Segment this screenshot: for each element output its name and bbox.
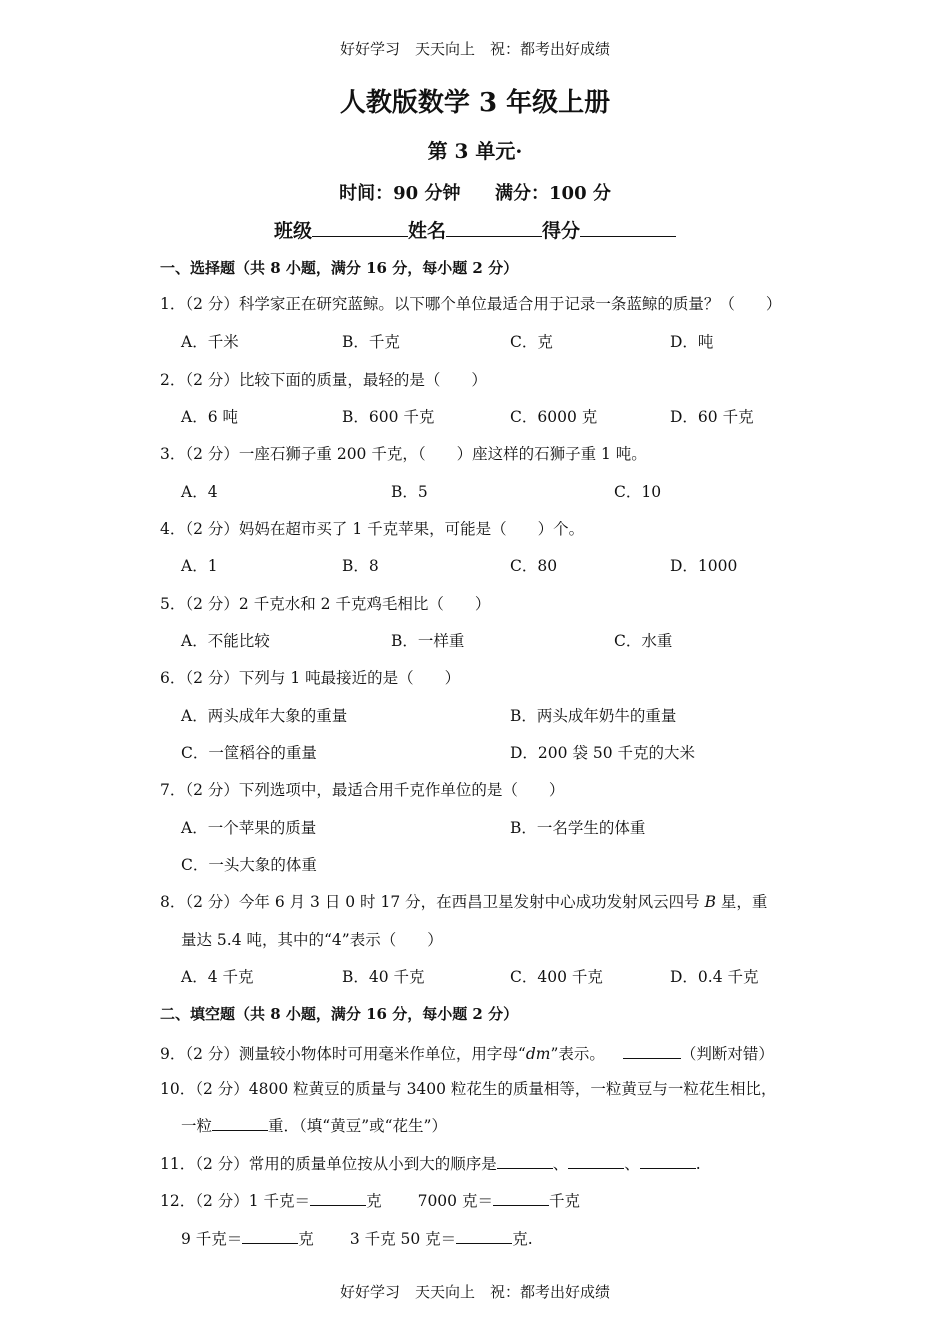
q2-option-d[interactable]: D．60 千克: [670, 408, 754, 426]
q12-l1-c: 7000 克＝: [417, 1192, 493, 1210]
section-heading-choice: 一、选择题（共 8 小题，满分 16 分，每小题 2 分）: [160, 259, 519, 277]
q1-option-b[interactable]: B．千克: [342, 333, 400, 351]
score-field[interactable]: [580, 218, 676, 237]
q12-l1-a: 12．（2 分）1 千克＝: [160, 1192, 311, 1210]
q12-l1-b: 克: [366, 1192, 382, 1210]
page-title: 人教版数学 3 年级上册: [339, 88, 611, 118]
q8-option-a[interactable]: A．4 千克: [181, 968, 254, 986]
q11-text: 11．（2 分）常用的质量单位按从小到大的顺序是: [160, 1155, 497, 1173]
q4-option-d[interactable]: D．1000: [670, 557, 738, 575]
q11-end: .: [695, 1155, 701, 1173]
q11-blank-3[interactable]: [640, 1152, 696, 1169]
q6-option-c[interactable]: C．一筐稻谷的重量: [181, 744, 317, 762]
question-9: [160, 1040, 774, 1064]
section-heading-fill: 二、填空题（共 8 小题，满分 16 分，每小题 2 分）: [160, 1005, 519, 1023]
q2-option-b[interactable]: B．600 千克: [342, 408, 435, 426]
q6-option-a[interactable]: A．两头成年大象的重量: [181, 707, 348, 725]
q8-text-end: 星，重: [720, 893, 768, 911]
q5-option-a[interactable]: A．不能比较: [181, 632, 270, 650]
question-8: [160, 890, 767, 912]
question-10-line2: [181, 1114, 447, 1136]
question-4: 4．（2 分）妈妈在超市买了 1 千克苹果，可能是（ ）个。: [160, 520, 585, 538]
question-5: 5．（2 分）2 千克水和 2 千克鸡毛相比（ ）: [160, 595, 491, 613]
question-12: [160, 1189, 580, 1211]
q2-option-a[interactable]: A．6 吨: [181, 408, 238, 426]
q4-option-a[interactable]: A．1: [181, 557, 218, 575]
q11-sep-2: 、: [624, 1155, 640, 1173]
q5-option-b[interactable]: B．一样重: [391, 632, 465, 650]
q9-text-end: （判断对错）: [680, 1045, 774, 1063]
q12-blank-3[interactable]: [242, 1227, 298, 1244]
full-score: 满分：100 分: [495, 183, 611, 204]
time-limit: 时间：90 分钟: [339, 183, 461, 204]
q7-option-a[interactable]: A．一个苹果的质量: [181, 819, 317, 837]
q8-option-c[interactable]: C．400 千克: [510, 968, 603, 986]
q12-blank-2[interactable]: [493, 1189, 549, 1206]
q12-l2-a: 9 千克＝: [181, 1230, 243, 1248]
q8-satellite-letter: B: [704, 893, 716, 911]
page-footer: 好好学习 天天向上 祝：都考出好成绩: [339, 1283, 610, 1301]
question-10: 10．（2 分）4800 粒黄豆的质量与 3400 粒花生的质量相等，一粒黄豆与一粒花生相比，: [160, 1080, 777, 1098]
q12-l2-d: 克.: [512, 1230, 533, 1248]
q11-sep-1: 、: [552, 1155, 569, 1173]
question-1: 1．（2 分）科学家正在研究蓝鲸。以下哪个单位最适合用于记录一条蓝鲸的质量？（ ）: [160, 295, 782, 313]
q12-blank-4[interactable]: [456, 1227, 512, 1244]
q1-option-a[interactable]: A．千米: [181, 333, 239, 351]
exam-meta: [0, 179, 950, 205]
q8-option-d[interactable]: D．0.4 千克: [670, 968, 759, 986]
q9-text-mid: ”表示。: [550, 1045, 605, 1063]
class-label: 班级: [273, 220, 312, 242]
name-label: 姓名: [407, 220, 446, 242]
class-field[interactable]: [312, 218, 408, 237]
score-label: 得分: [542, 220, 581, 242]
q11-blank-1[interactable]: [497, 1152, 553, 1169]
q10-text-end: 重．（填“黄豆”或“花生”）: [268, 1117, 447, 1135]
q3-option-c[interactable]: C．10: [614, 483, 662, 501]
q1-option-d[interactable]: D．吨: [670, 333, 714, 351]
q7-option-c[interactable]: C．一头大象的体重: [181, 856, 317, 874]
q12-l2-c: 3 千克 50 克＝: [349, 1230, 457, 1248]
q4-option-b[interactable]: B．8: [342, 557, 379, 575]
q6-option-b[interactable]: B．两头成年奶牛的重量: [510, 707, 677, 725]
q3-option-b[interactable]: B．5: [391, 483, 428, 501]
q8-option-b[interactable]: B．40 千克: [342, 968, 425, 986]
q12-l2-b: 克: [298, 1230, 314, 1248]
question-2: 2．（2 分）比较下面的质量，最轻的是（ ）: [160, 371, 487, 389]
question-11: [160, 1152, 701, 1174]
question-3: 3．（2 分）一座石狮子重 200 千克，（ ）座这样的石狮子重 1 吨。: [160, 445, 647, 463]
q9-text-start: 9．（2 分）测量较小物体时可用毫米作单位，用字母“: [160, 1045, 526, 1063]
question-8-line2: 量达 5.4 吨，其中的“4”表示（ ）: [181, 931, 443, 949]
q5-option-c[interactable]: C．水重: [614, 632, 673, 650]
question-12-line2: [181, 1227, 533, 1249]
q8-text-start: 8．（2 分）今年 6 月 3 日 0 时 17 分，在西昌卫星发射中心成功发射风云四号: [160, 893, 700, 911]
student-fields: [0, 216, 950, 243]
question-6: 6．（2 分）下列与 1 吨最接近的是（ ）: [160, 669, 461, 687]
q4-option-c[interactable]: C．80: [510, 557, 558, 575]
q11-blank-2[interactable]: [568, 1152, 624, 1169]
unit-subtitle: 第 3 单元·: [427, 139, 523, 163]
page-header: 好好学习 天天向上 祝：都考出好成绩: [339, 40, 610, 58]
question-7: 7．（2 分）下列选项中，最适合用千克作单位的是（ ）: [160, 781, 565, 799]
q2-option-c[interactable]: C．6000 克: [510, 408, 598, 426]
q10-text-start: 一粒: [181, 1117, 213, 1135]
q12-blank-1[interactable]: [310, 1189, 366, 1206]
q10-answer-blank[interactable]: [212, 1114, 268, 1131]
q3-option-a[interactable]: A．4: [181, 483, 218, 501]
q6-option-d[interactable]: D．200 袋 50 千克的大米: [510, 744, 696, 762]
q1-option-c[interactable]: C．克: [510, 333, 553, 351]
q9-answer-blank[interactable]: [623, 1040, 681, 1059]
q12-l1-d: 千克: [548, 1192, 580, 1210]
name-field[interactable]: [446, 218, 542, 237]
q7-option-b[interactable]: B．一名学生的体重: [510, 819, 646, 837]
q9-unit-symbol: dm: [525, 1045, 551, 1063]
